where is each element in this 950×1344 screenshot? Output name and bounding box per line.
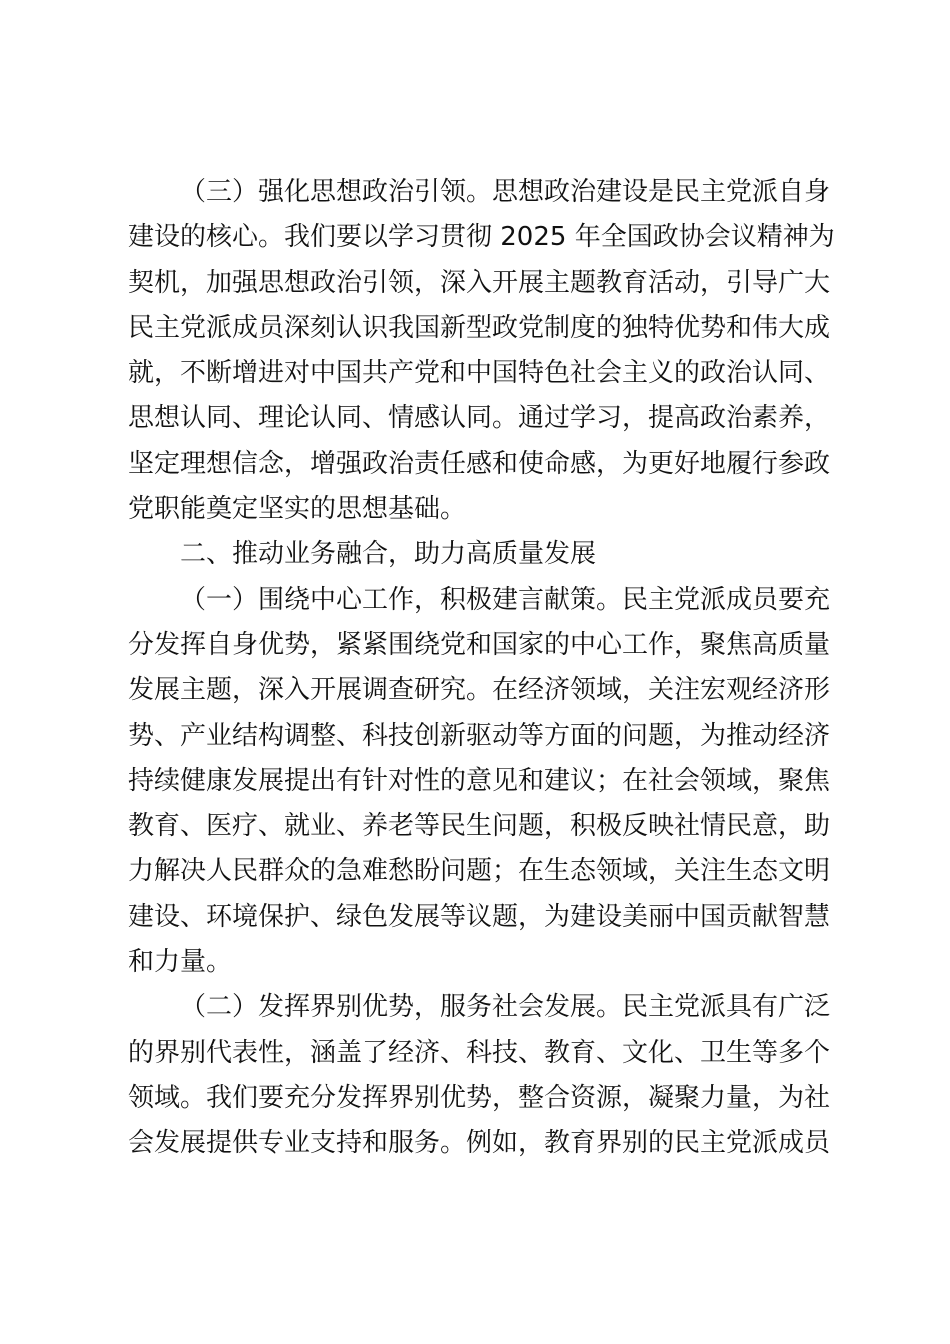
text-line: 就，不断增进对中国共产党和中国特色社会主义的政治认同、 (128, 358, 831, 389)
text-line: 建设、环境保护、绿色发展等议题，为建设美丽中国贡献智慧 (128, 901, 831, 932)
section-heading: 二、推动业务融合，助力高质量发展 (180, 539, 597, 570)
text-line: 力解决人民群众的急难愁盼问题；在生态领域，关注生态文明 (128, 856, 831, 887)
section-heading-business-integration (128, 532, 822, 577)
paragraph-sector-advantages (128, 985, 831, 1166)
text-line: 势、产业结构调整、科技创新驱动等方面的问题，为推动经济 (128, 720, 831, 751)
text-line: 民主党派成员深刻认识我国新型政党制度的独特优势和伟大成 (128, 312, 831, 343)
text-line: 建设的核心。我们要以学习贯彻 2025 年全国政协会议精神为 (128, 222, 835, 253)
text-line: 领域。我们要充分发挥界别优势，整合资源，凝聚力量，为社 (128, 1082, 831, 1113)
text-line: 的界别代表性，涵盖了经济、科技、教育、文化、卫生等多个 (128, 1037, 831, 1068)
text-line: 发展主题，深入开展调查研究。在经济领域，关注宏观经济形 (128, 675, 831, 706)
text-line: 思想认同、理论认同、情感认同。通过学习，提高政治素养， (128, 403, 831, 434)
text-line: 和力量。 (128, 947, 233, 978)
text-line: 持续健康发展提出有针对性的意见和建议；在社会领域，聚焦 (128, 765, 831, 796)
text-line: （二）发挥界别优势，服务社会发展。民主党派具有广泛 (180, 992, 831, 1023)
paragraph-strengthen-ideological-guidance (128, 170, 835, 532)
text-line: 教育、医疗、就业、养老等民生问题，积极反映社情民意，助 (128, 811, 831, 842)
text-line: 党职能奠定坚实的思想基础。 (128, 494, 467, 525)
document-body (128, 170, 835, 1167)
text-line: （三）强化思想政治引领。思想政治建设是民主党派自身 (180, 177, 831, 207)
text-line: 会发展提供专业支持和服务。例如，教育界别的民主党派成员 (128, 1128, 831, 1159)
text-line: 坚定理想信念，增强政治责任感和使命感，为更好地履行参政 (128, 448, 831, 479)
text-line: 契机，加强思想政治引领，深入开展主题教育活动，引导广大 (128, 267, 831, 298)
text-line: （一）围绕中心工作，积极建言献策。民主党派成员要充 (180, 584, 831, 615)
text-line: 分发挥自身优势，紧紧围绕党和国家的中心工作，聚焦高质量 (128, 629, 831, 660)
paragraph-center-work-suggestions (128, 578, 831, 986)
